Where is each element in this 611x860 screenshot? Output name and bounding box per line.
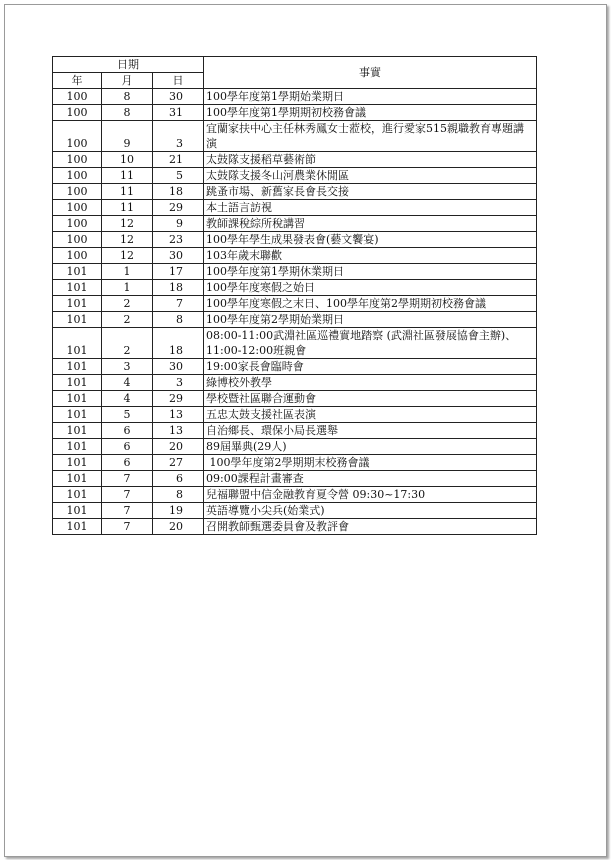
year-cell: 100	[53, 168, 102, 184]
month-cell: 9	[102, 121, 153, 152]
event-cell: 自治鄉長、環保小局長選舉	[204, 423, 537, 439]
event-cell: 100學年度寒假之末日、100學年度第2學期期初校務會議	[204, 296, 537, 312]
table-row	[53, 232, 537, 248]
day-cell: 29	[153, 200, 204, 216]
event-cell: 太鼓隊支援冬山河農業休閒區	[204, 168, 537, 184]
year-cell: 100	[53, 216, 102, 232]
table-row	[53, 423, 537, 439]
month-cell: 12	[102, 232, 153, 248]
month-header: 月	[102, 73, 153, 89]
year-cell: 101	[53, 359, 102, 375]
day-cell: 9	[153, 216, 204, 232]
month-cell: 12	[102, 216, 153, 232]
table-row	[53, 328, 537, 359]
event-cell: 太鼓隊支援稻草藝術節	[204, 152, 537, 168]
year-cell: 101	[53, 264, 102, 280]
day-cell: 18	[153, 280, 204, 296]
table-row	[53, 375, 537, 391]
day-cell: 30	[153, 248, 204, 264]
day-cell: 8	[153, 487, 204, 503]
year-cell: 101	[53, 439, 102, 455]
day-cell: 27	[153, 455, 204, 471]
day-cell: 20	[153, 519, 204, 535]
event-cell: 100學年學生成果發表會(藝文饗宴)	[204, 232, 537, 248]
month-cell: 2	[102, 312, 153, 328]
day-cell: 8	[153, 312, 204, 328]
year-cell: 100	[53, 200, 102, 216]
year-cell: 101	[53, 503, 102, 519]
month-cell: 4	[102, 375, 153, 391]
table-body	[53, 89, 537, 535]
day-cell: 17	[153, 264, 204, 280]
year-cell: 101	[53, 471, 102, 487]
event-cell: 綠博校外教學	[204, 375, 537, 391]
event-cell: 89屆畢典(29人)	[204, 439, 537, 455]
table-row	[53, 455, 537, 471]
month-cell: 6	[102, 455, 153, 471]
table-row	[53, 312, 537, 328]
month-cell: 4	[102, 391, 153, 407]
table-row	[53, 280, 537, 296]
day-cell: 13	[153, 407, 204, 423]
month-cell: 1	[102, 280, 153, 296]
year-cell: 101	[53, 280, 102, 296]
year-cell: 100	[53, 232, 102, 248]
date-header: 日期	[53, 57, 204, 73]
day-cell: 23	[153, 232, 204, 248]
day-header: 日	[153, 73, 204, 89]
year-cell: 101	[53, 296, 102, 312]
year-cell: 100	[53, 184, 102, 200]
year-cell: 101	[53, 423, 102, 439]
month-cell: 12	[102, 248, 153, 264]
table-row	[53, 152, 537, 168]
day-cell: 18	[153, 328, 204, 359]
year-cell: 100	[53, 89, 102, 105]
day-cell: 30	[153, 359, 204, 375]
day-cell: 5	[153, 168, 204, 184]
events-table	[52, 56, 537, 535]
table-row	[53, 264, 537, 280]
table-row	[53, 359, 537, 375]
year-cell: 101	[53, 407, 102, 423]
event-cell: 宜蘭家扶中心主任林秀鳳女士蒞校，進行愛家515親職教育專題講演	[204, 121, 537, 152]
year-cell: 101	[53, 328, 102, 359]
event-cell: 教師課稅綜所稅講習	[204, 216, 537, 232]
event-cell: 100學年度第1學期始業期日	[204, 89, 537, 105]
month-cell: 5	[102, 407, 153, 423]
year-cell: 100	[53, 105, 102, 121]
year-cell: 101	[53, 391, 102, 407]
month-cell: 7	[102, 471, 153, 487]
year-cell: 100	[53, 152, 102, 168]
month-cell: 7	[102, 503, 153, 519]
event-cell: 100學年度第2學期始業期日	[204, 312, 537, 328]
day-cell: 6	[153, 471, 204, 487]
month-cell: 11	[102, 168, 153, 184]
year-cell: 100	[53, 121, 102, 152]
table-row	[53, 391, 537, 407]
event-cell: 100學年度第1學期期初校務會議	[204, 105, 537, 121]
month-cell: 11	[102, 184, 153, 200]
event-cell: 跳蚤市場、新舊家長會長交接	[204, 184, 537, 200]
table-row	[53, 121, 537, 152]
event-cell: 100學年度第1學期休業期日	[204, 264, 537, 280]
table-row	[53, 407, 537, 423]
table-row	[53, 168, 537, 184]
day-cell: 20	[153, 439, 204, 455]
month-cell: 2	[102, 328, 153, 359]
year-cell: 101	[53, 519, 102, 535]
month-cell: 7	[102, 519, 153, 535]
event-cell: 09:00課程計畫審查	[204, 471, 537, 487]
table-row	[53, 89, 537, 105]
month-cell: 3	[102, 359, 153, 375]
month-cell: 2	[102, 296, 153, 312]
day-cell: 29	[153, 391, 204, 407]
day-cell: 30	[153, 89, 204, 105]
table-row	[53, 184, 537, 200]
event-cell: 100學年度第2學期期末校務會議	[204, 455, 537, 471]
event-cell: 兒福聯盟中信金融教育夏令營 09:30~17:30	[204, 487, 537, 503]
year-cell: 101	[53, 487, 102, 503]
day-cell: 21	[153, 152, 204, 168]
event-cell: 19:00家長會臨時會	[204, 359, 537, 375]
event-cell: 學校暨社區聯合運動會	[204, 391, 537, 407]
year-cell: 101	[53, 312, 102, 328]
month-cell: 11	[102, 200, 153, 216]
table-row	[53, 471, 537, 487]
month-cell: 7	[102, 487, 153, 503]
day-cell: 3	[153, 375, 204, 391]
table-row	[53, 200, 537, 216]
event-cell: 英語導覽小尖兵(始業式)	[204, 503, 537, 519]
month-cell: 8	[102, 89, 153, 105]
day-cell: 3	[153, 121, 204, 152]
month-cell: 10	[102, 152, 153, 168]
year-cell: 101	[53, 455, 102, 471]
day-cell: 19	[153, 503, 204, 519]
month-cell: 6	[102, 439, 153, 455]
table-row	[53, 519, 537, 535]
event-cell: 100學年度寒假之始日	[204, 280, 537, 296]
table-row	[53, 439, 537, 455]
table-row	[53, 105, 537, 121]
table-header	[53, 57, 537, 89]
month-cell: 8	[102, 105, 153, 121]
day-cell: 7	[153, 296, 204, 312]
event-cell: 五忠太鼓支援社區表演	[204, 407, 537, 423]
table-row	[53, 487, 537, 503]
year-cell: 101	[53, 375, 102, 391]
year-header: 年	[53, 73, 102, 89]
day-cell: 13	[153, 423, 204, 439]
event-cell: 召開教師甄選委員會及教評會	[204, 519, 537, 535]
month-cell: 6	[102, 423, 153, 439]
day-cell: 18	[153, 184, 204, 200]
month-cell: 1	[102, 264, 153, 280]
event-cell: 103年歲末聯歡	[204, 248, 537, 264]
year-cell: 100	[53, 248, 102, 264]
table-row	[53, 296, 537, 312]
table-row	[53, 248, 537, 264]
table-row	[53, 503, 537, 519]
event-header: 事實	[204, 57, 537, 89]
event-cell: 本土語言訪視	[204, 200, 537, 216]
day-cell: 31	[153, 105, 204, 121]
table-row	[53, 216, 537, 232]
event-cell: 08:00-11:00武淵社區巡禮實地踏察 (武淵社區發展協會主辦)、11:00-12:00班親會	[204, 328, 537, 359]
